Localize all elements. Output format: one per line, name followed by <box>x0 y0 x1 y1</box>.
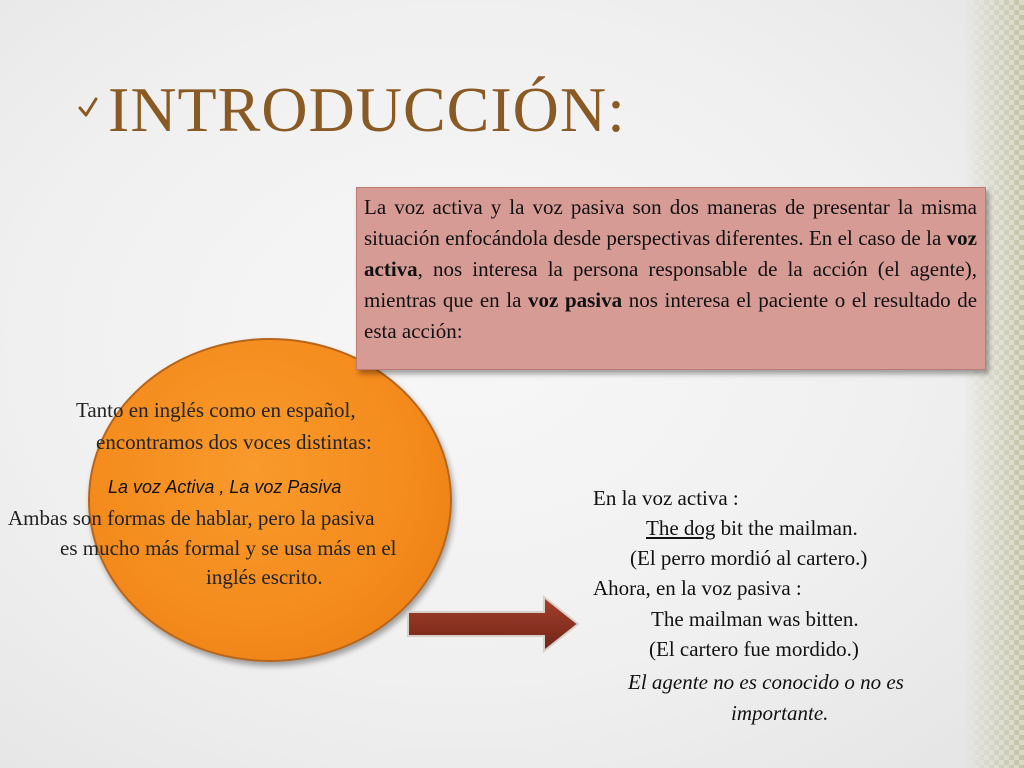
agent-note-line-1: El agente no es conocido o no es <box>628 670 904 694</box>
orange-circle <box>88 338 452 662</box>
active-voice-translation: (El perro mordió al cartero.) <box>630 546 868 570</box>
passive-voice-term: voz pasiva <box>528 288 623 312</box>
definition-text: La voz activa y la voz pasiva son dos maneras de presentar la misma situación enfocándola desde perspectivas diferentes. En el caso de la voz activa, nos interesa la persona responsable de la acción (el agente), mientras que en la voz pasiva nos interesa el paciente o el resultado de esta acción: <box>364 195 978 343</box>
passive-voice-translation: (El cartero fue mordido.) <box>649 637 859 661</box>
active-voice-subject: The dog <box>646 516 716 540</box>
slide-title: INTRODUCCIÓN: <box>108 74 626 145</box>
passive-voice-intro: Ahora, en la voz pasiva : <box>593 576 802 600</box>
passive-voice-sentence: The mailman was bitten. <box>651 607 859 631</box>
agent-note-line-2: importante. <box>731 701 829 725</box>
decorative-pattern <box>964 0 1024 768</box>
active-voice-intro: En la voz activa : <box>593 486 739 510</box>
circle-line-4: es mucho más formal y se usa más en el <box>60 536 397 560</box>
definition-box <box>356 187 986 370</box>
voices-label: La voz Activa , La voz Pasiva <box>108 477 342 497</box>
circle-line-1: Tanto en inglés como en español, <box>76 398 356 422</box>
active-voice-term: voz activa <box>364 226 977 281</box>
circle-line-3: Ambas son formas de hablar, pero la pasiva <box>8 506 375 530</box>
circle-line-2: encontramos dos voces distintas: <box>96 430 372 454</box>
right-arrow-icon <box>406 595 580 653</box>
circle-line-5: inglés escrito. <box>206 565 323 589</box>
active-voice-sentence: The dog bit the mailman. <box>646 516 858 540</box>
checkmark-icon <box>78 96 98 118</box>
